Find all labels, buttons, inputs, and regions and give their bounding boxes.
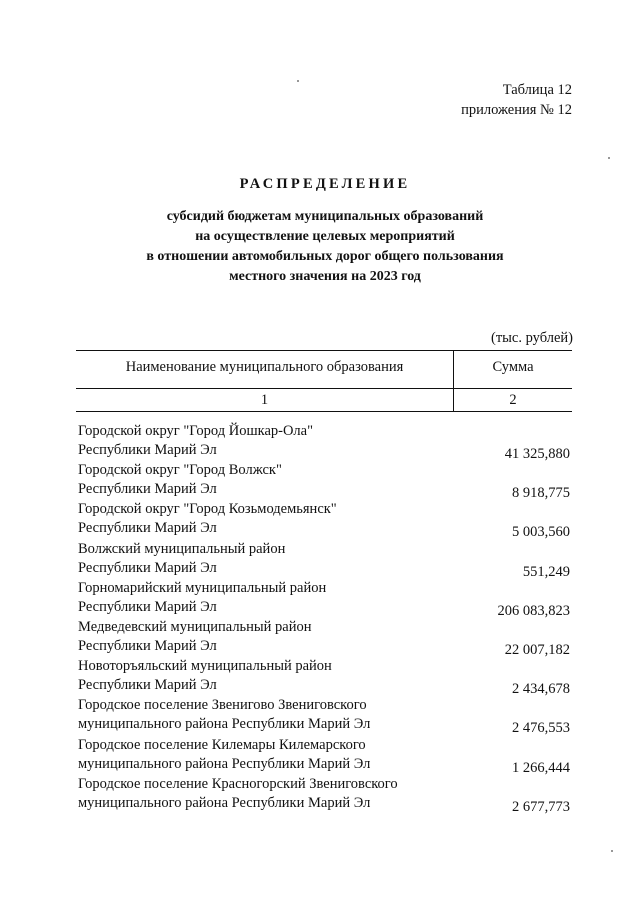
table-reference	[461, 80, 572, 120]
document-subtitle	[0, 207, 639, 287]
municipality-name	[78, 500, 458, 538]
name-line: Городской округ "Город Йошкар-Ола"	[78, 423, 314, 439]
municipality-name	[78, 579, 458, 617]
name-line: Республики Марий Эл	[78, 637, 217, 654]
municipality-name	[78, 540, 458, 578]
scan-speck	[608, 157, 610, 159]
municipality-name	[78, 657, 458, 695]
header-column-number-2: 2	[509, 392, 517, 408]
municipality-name	[78, 422, 458, 460]
header-bottom-rule	[76, 411, 572, 412]
name-line: Городской округ "Город Козьмодемьянск"	[78, 501, 337, 518]
table-row	[76, 540, 572, 579]
table-body	[76, 422, 572, 814]
document-title: РАСПРЕДЕЛЕНИЕ	[239, 176, 411, 192]
sum-value: 5 003,560	[512, 524, 570, 541]
name-line: Городское поселение Красногорский Звениговского	[78, 775, 398, 792]
header-column-number-1: 1	[260, 392, 269, 408]
name-line: Новоторъяльский муниципальный район	[78, 658, 332, 675]
sum-value: 41 325,880	[504, 446, 570, 462]
subtitle-line: субсидий бюджетам муниципальных образований	[166, 209, 484, 224]
reference-table-number: Таблица 12	[502, 82, 572, 98]
table-row	[76, 500, 572, 539]
name-line: Городское поселение Звенигово Звениговского	[78, 697, 367, 714]
municipality-name	[78, 618, 458, 656]
municipality-name	[78, 736, 458, 774]
sum-value: 551,249	[522, 563, 570, 580]
table-row	[76, 657, 572, 696]
table-row	[76, 422, 572, 461]
sum-value: 8 918,775	[512, 485, 570, 502]
municipality-name	[78, 461, 458, 499]
table-row	[76, 579, 572, 618]
name-line: муниципального района Республики Марий Эл	[78, 755, 371, 772]
name-line: Республики Марий Эл	[78, 677, 217, 694]
subtitle-line: в отношении автомобильных дорог общего пользования	[146, 249, 504, 264]
name-line: Республики Марий Эл	[78, 520, 217, 537]
header-middle-rule	[76, 388, 572, 389]
header-top-rule	[76, 350, 572, 351]
subtitle-line: на осуществление целевых мероприятий	[195, 229, 455, 244]
table-row	[76, 775, 572, 814]
scan-speck	[297, 80, 299, 82]
table-header	[76, 350, 572, 412]
table-row	[76, 461, 572, 500]
reference-appendix-number: приложения № 12	[461, 102, 572, 118]
scan-speck	[611, 850, 613, 852]
municipality-name	[78, 696, 458, 734]
unit-label: (тыс. рублей)	[491, 330, 573, 346]
subtitle-line: местного значения на 2023 год	[229, 269, 421, 284]
sum-value: 2 476,553	[512, 720, 570, 737]
name-line: Городской округ "Город Волжск"	[78, 462, 282, 479]
name-line: Волжский муниципальный район	[78, 540, 286, 557]
sum-value: 206 083,823	[497, 602, 570, 619]
name-line: Республики Марий Эл	[78, 481, 217, 498]
header-sum-column: Сумма	[492, 359, 534, 375]
name-line: Республики Марий Эл	[78, 559, 217, 576]
name-line: Медведевский муниципальный район	[78, 618, 312, 635]
table-row	[76, 696, 572, 735]
name-line: муниципального района Республики Марий Эл	[78, 794, 371, 811]
header-name-column: Наименование муниципального образования	[125, 359, 404, 375]
table-row	[76, 736, 572, 775]
sum-value: 1 266,444	[512, 759, 570, 776]
sum-value: 2 677,773	[512, 798, 570, 815]
name-line: Горномарийский муниципальный район	[78, 579, 327, 596]
sum-value: 2 434,678	[512, 681, 570, 698]
sum-value: 22 007,182	[504, 641, 570, 658]
name-line: Республики Марий Эл	[78, 598, 217, 615]
municipality-name	[78, 775, 458, 813]
name-line: Городское поселение Килемары Килемарского	[78, 736, 366, 753]
name-line: муниципального района Республики Марий Эл	[78, 716, 371, 733]
name-line: Республики Марий Эл	[78, 442, 217, 458]
table-row	[76, 618, 572, 657]
